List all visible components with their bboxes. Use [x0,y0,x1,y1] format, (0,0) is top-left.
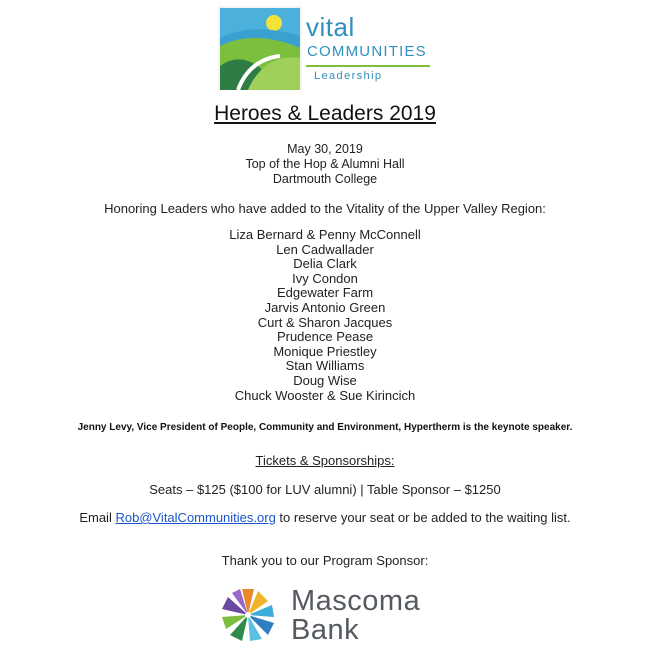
honoree-item: Monique Priestley [273,343,377,359]
honoree-item: Jarvis Antonio Green [264,299,386,315]
honoree-item: Len Cadwallader [276,241,374,257]
event-venue: Top of the Hop & Alumni Hall [245,157,405,171]
bank-word: Bank [291,614,360,646]
mascoma-flower-icon [216,583,280,647]
event-date: May 30, 2019 [287,142,363,156]
logo-word-vital: vital [306,12,355,42]
honoree-item: Doug Wise [293,372,357,388]
mascoma-word: Mascoma [291,585,421,617]
sponsor-thanks: Thank you to our Program Sponsor: [221,553,429,568]
keynote-speaker: Jenny Levy, Vice President of People, Community and Environment, Hypertherm is the keynote speaker. [77,422,573,433]
honoree-item: Ivy Condon [292,270,358,286]
honoring-intro: Honoring Leaders who have added to the Vitality of the Upper Valley Region: [104,201,546,216]
honoree-item: Prudence Pease [276,329,374,345]
honoree-item: Edgewater Farm [276,285,374,301]
email-link[interactable]: Rob@VitalCommunities.org [115,510,276,525]
honoree-list [0,228,650,403]
logo-word-leadership: Leadership [314,70,383,82]
honoree-item: Delia Clark [293,256,357,272]
honoree-item: Curt & Sharon Jacques [257,314,393,330]
email-prefix: Email [79,510,116,525]
mascoma-bank-logo [216,583,438,647]
logo-word-communities: COMMUNITIES [307,43,427,60]
honoree-item: Liza Bernard & Penny McConnell [229,227,421,242]
email-suffix: to reserve your seat or be added to the waiting list. [275,510,571,525]
event-college: Dartmouth College [272,172,378,186]
seat-pricing: Seats – $125 ($100 for LUV alumni) | Table Sponsor – $1250 [149,482,501,497]
honoree-item: Chuck Wooster & Sue Kirincich [234,387,416,403]
vital-communities-logo [218,6,432,90]
vital-communities-logo-mark-icon [218,6,302,90]
email-line [0,510,650,526]
tickets-heading: Tickets & Sponsorships: [255,453,395,468]
honoree-item: Stan Williams [285,358,365,374]
page-title: Heroes & Leaders 2019 [214,102,436,125]
logo-divider [306,65,430,67]
